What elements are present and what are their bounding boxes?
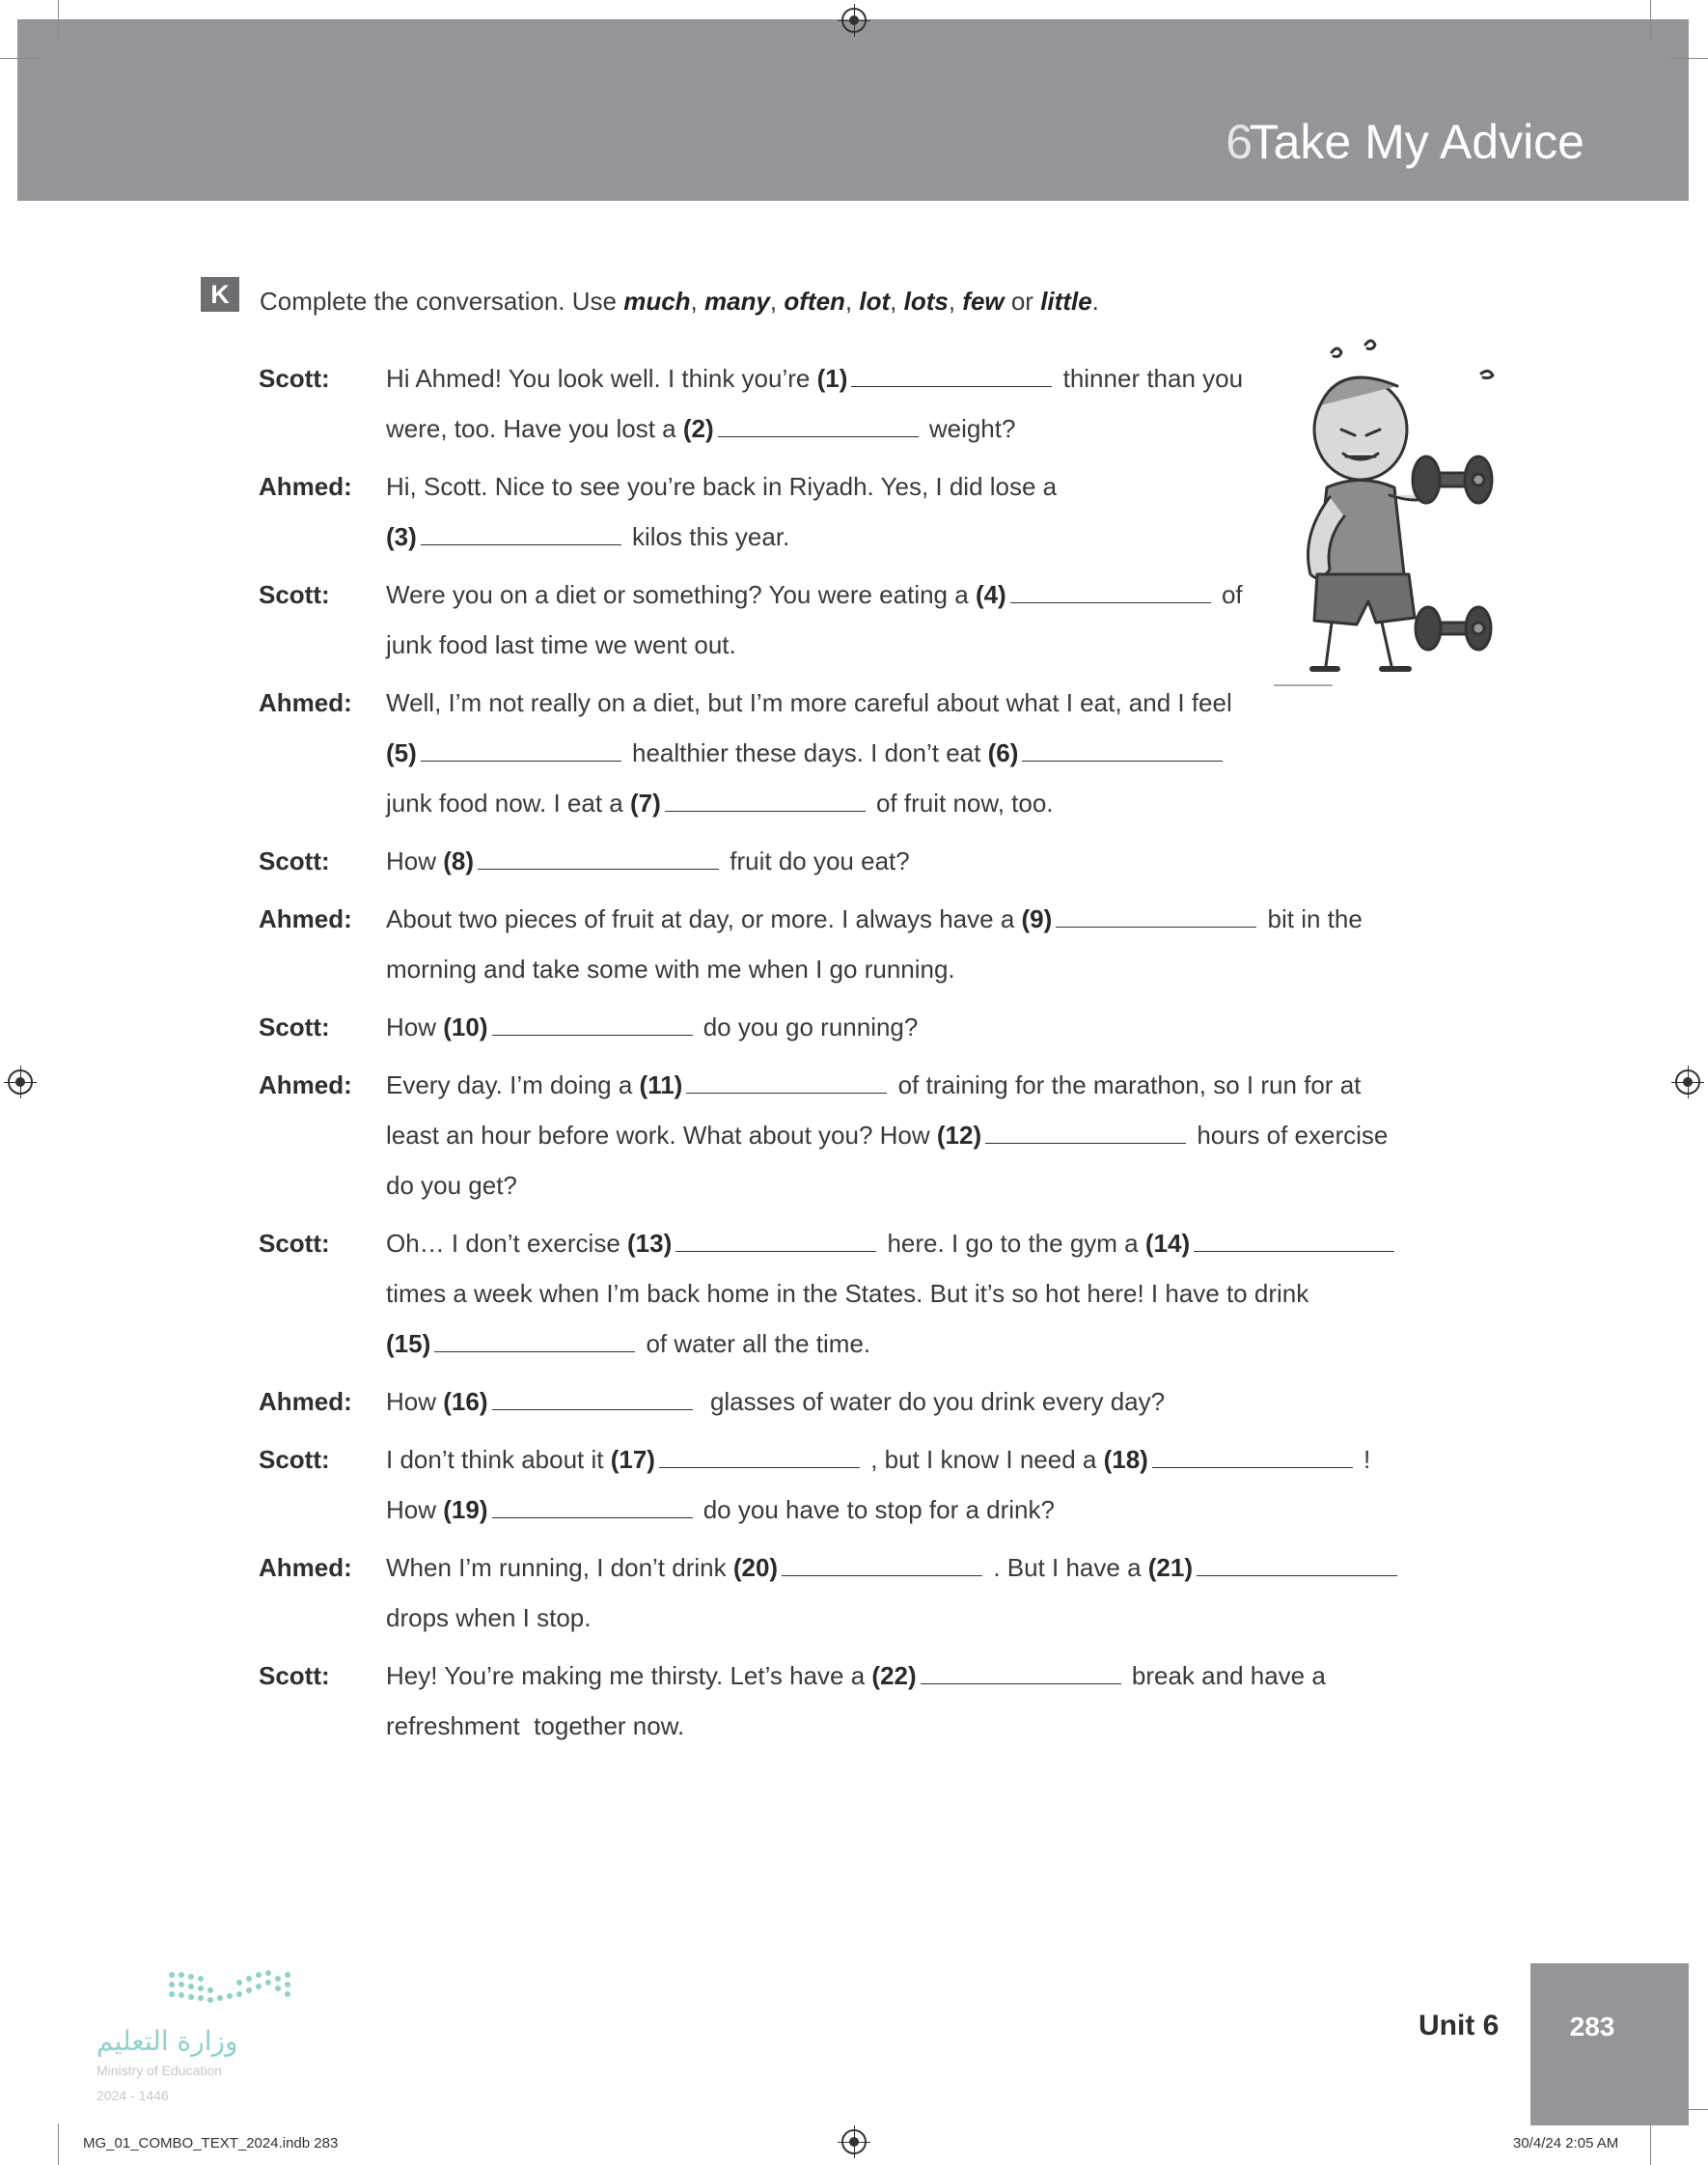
speaker-name: Scott:: [259, 1013, 330, 1041]
speech-line: [386, 1434, 1370, 1485]
speaker-name: Scott:: [259, 580, 330, 609]
speech-fragment: junk food last time we went out.: [386, 630, 736, 659]
speaker-name: Ahmed:: [259, 688, 352, 717]
blank-number: (21): [1147, 1553, 1193, 1582]
answer-blank[interactable]: [851, 365, 1052, 387]
blank-number: (12): [936, 1121, 982, 1150]
registration-mark-icon: [1675, 1069, 1700, 1095]
speech-fragment: kilos this year.: [624, 522, 790, 551]
dialogue-turn: [259, 1376, 1417, 1427]
speech-fragment: When I’m running, I don’t drink: [386, 1553, 733, 1582]
speech-text: [386, 678, 1370, 828]
answer-blank[interactable]: [718, 415, 919, 437]
speaker-name: Scott:: [259, 1445, 330, 1474]
speech-fragment: break and have a: [1124, 1661, 1326, 1690]
speech-line: [386, 728, 1370, 778]
speech-line: [386, 1485, 1370, 1535]
dialogue-turn: [259, 461, 1417, 562]
boy-lifting-dumbbells-illustration: [1274, 333, 1515, 690]
exercise-instruction: Complete the conversation. Use much, many, often, lot, lots, few or little.: [260, 287, 1099, 316]
answer-blank[interactable]: [421, 523, 621, 545]
dialogue-turn: [259, 569, 1417, 670]
dialogue-turn: [259, 353, 1417, 454]
speech-line: [386, 1060, 1370, 1110]
speech-line: [386, 678, 1370, 728]
blank-number: (20): [732, 1553, 779, 1582]
speech-fragment: times a week when I’m back home in the States. But it’s so hot here! I have to drink: [386, 1279, 1309, 1308]
blank-number: (8): [443, 847, 475, 875]
blank-number: (4): [975, 580, 1006, 609]
speech-fragment: drops when I stop.: [386, 1603, 592, 1632]
speech-fragment: How: [386, 847, 444, 875]
speech-line: [386, 1268, 1370, 1318]
speech-text: [386, 461, 1370, 562]
speech-line: [386, 894, 1370, 944]
blank-number: (5): [386, 738, 417, 767]
speech-fragment: !: [1356, 1445, 1371, 1474]
header-band: [17, 19, 1689, 201]
ministry-logo-english: Ministry of Education: [96, 2063, 222, 2078]
print-slug-file: MG_01_COMBO_TEXT_2024.indb 283: [83, 2135, 339, 2151]
speaker-name: Scott:: [259, 1661, 330, 1690]
speech-line: [386, 1218, 1370, 1268]
speech-fragment: junk food now. I eat a: [386, 789, 630, 818]
dialogue-turn: [259, 1434, 1417, 1535]
speech-fragment: least an hour before work. What about you? How: [386, 1121, 937, 1150]
speech-fragment: Well, I’m not really on a diet, but I’m more careful about what I eat, and I feel: [386, 688, 1232, 717]
answer-blank[interactable]: [659, 1446, 860, 1468]
dialogue-turn: [259, 894, 1417, 994]
speech-line: [386, 461, 1370, 512]
blank-number: (16): [443, 1387, 488, 1416]
answer-blank[interactable]: [1010, 581, 1211, 603]
unit-number: 6: [1226, 115, 1253, 169]
speech-fragment: Were you on a diet or something? You were eating a: [386, 580, 976, 609]
answer-blank[interactable]: [686, 1071, 887, 1094]
dialogue-turn: [259, 1060, 1417, 1210]
speech-text: [386, 1542, 1370, 1643]
answer-blank[interactable]: [1152, 1446, 1353, 1468]
speech-line: [386, 836, 1370, 886]
answer-blank[interactable]: [985, 1122, 1186, 1144]
answer-blank[interactable]: [665, 790, 866, 812]
speech-fragment: do you go running?: [696, 1013, 919, 1041]
speaker-name: Ahmed:: [259, 1553, 352, 1582]
crop-mark: [0, 58, 39, 59]
speech-fragment: . But I have a: [986, 1553, 1148, 1582]
speech-fragment: of fruit now, too.: [868, 789, 1054, 818]
speech-fragment: of training for the marathon, so I run for at: [891, 1070, 1362, 1099]
dialogue-turn: [259, 836, 1417, 886]
speech-line: [386, 620, 1370, 670]
speech-text: [386, 1218, 1370, 1369]
speech-line: [386, 944, 1370, 994]
speech-line: [386, 1002, 1370, 1052]
blank-number: (17): [610, 1445, 655, 1474]
speaker-name: Scott:: [259, 364, 330, 393]
speech-text: [386, 353, 1370, 454]
blank-number: (9): [1021, 904, 1053, 933]
speech-line: [386, 1318, 1370, 1369]
speech-text: [386, 1002, 1370, 1052]
answer-blank[interactable]: [782, 1554, 982, 1576]
speech-fragment: How: [386, 1387, 444, 1416]
registration-mark-icon: [841, 8, 867, 33]
crop-mark: [58, 0, 59, 39]
ministry-logo-year: 2024 - 1446: [96, 2088, 169, 2103]
speech-line: [386, 1160, 1370, 1210]
speech-fragment: here. I go to the gym a: [880, 1229, 1145, 1258]
speech-text: [386, 1376, 1370, 1427]
speech-line: [386, 512, 1370, 562]
answer-blank[interactable]: [492, 1013, 693, 1036]
speech-text: [386, 1651, 1370, 1751]
blank-number: (14): [1144, 1229, 1191, 1258]
speech-line: [386, 1651, 1370, 1701]
crop-mark: [1669, 58, 1708, 59]
speech-text: [386, 1434, 1370, 1535]
dialogue-turn: [259, 1002, 1417, 1052]
answer-blank[interactable]: [478, 847, 719, 870]
speech-fragment: healthier these days. I don’t eat: [624, 738, 988, 767]
speaker-name: Ahmed:: [259, 472, 352, 501]
unit-title: Take My Advice: [1249, 115, 1584, 169]
answer-blank[interactable]: [1197, 1554, 1397, 1576]
speaker-name: Scott:: [259, 847, 330, 875]
speech-fragment: Hi, Scott. Nice to see you’re back in Riyadh. Yes, I did lose a: [386, 472, 1058, 501]
speech-line: [386, 778, 1370, 828]
speech-fragment: About two pieces of fruit at day, or more. I always have a: [386, 904, 1022, 933]
speech-text: [386, 1060, 1389, 1210]
dialogue-turn: [259, 1218, 1417, 1369]
speaker-name: Ahmed:: [259, 904, 352, 933]
speech-fragment: morning and take some with me when I go running.: [386, 955, 955, 984]
speech-line: [386, 1701, 1370, 1751]
blank-number: (3): [386, 522, 417, 551]
speech-fragment: hours of exercise: [1190, 1121, 1389, 1150]
answer-blank[interactable]: [675, 1230, 876, 1252]
speech-fragment: do you have to stop for a drink?: [696, 1495, 1055, 1524]
blank-number: (22): [871, 1661, 917, 1690]
dialogue-turn: [259, 1542, 1417, 1643]
crop-mark: [58, 2123, 59, 2165]
dialogue-turn: [259, 1651, 1417, 1751]
speech-fragment: thinner than you: [1056, 364, 1244, 393]
crop-mark: [1650, 0, 1651, 39]
blank-number: (1): [816, 364, 848, 393]
speech-line: [386, 1542, 1370, 1593]
speech-text: [386, 836, 1370, 886]
speech-fragment: glasses of water do you drink every day?: [696, 1387, 1166, 1416]
speech-fragment: I don’t think about it: [386, 1445, 611, 1474]
speech-fragment: of water all the time.: [639, 1329, 871, 1358]
speech-fragment: do you get?: [386, 1171, 517, 1200]
page-number: 283: [1530, 1963, 1689, 2125]
answer-blank[interactable]: [434, 1330, 635, 1352]
registration-mark-icon: [841, 2129, 867, 2154]
speech-fragment: were, too. Have you lost a: [386, 414, 683, 443]
answer-blank[interactable]: [492, 1388, 693, 1410]
speech-text: [386, 569, 1370, 670]
footer-unit-label: Unit 6: [1419, 2010, 1500, 2041]
speech-fragment: of: [1214, 580, 1243, 609]
blank-number: (6): [987, 738, 1019, 767]
speaker-name: Ahmed:: [259, 1387, 352, 1416]
speech-line: [386, 353, 1370, 403]
speech-line: [386, 1593, 1370, 1643]
crop-mark: [1650, 2123, 1651, 2165]
speech-text: [386, 894, 1370, 994]
blank-number: (2): [682, 414, 714, 443]
answer-blank[interactable]: [1056, 905, 1256, 928]
blank-number: (15): [386, 1329, 431, 1358]
blank-number: (10): [443, 1013, 488, 1041]
speech-fragment: How: [386, 1495, 444, 1524]
registration-mark-icon: [8, 1069, 33, 1095]
blank-number: (13): [627, 1229, 673, 1258]
dialogue-turn: [259, 678, 1417, 828]
speech-line: [386, 403, 1370, 454]
speech-fragment: fruit do you eat?: [723, 847, 910, 875]
speech-line: [386, 569, 1370, 620]
speech-fragment: Every day. I’m doing a: [386, 1070, 640, 1099]
speech-fragment: How: [386, 1013, 444, 1041]
blank-number: (18): [1103, 1445, 1148, 1474]
ministry-logo-arabic: وزارة التعليم: [96, 2025, 238, 2057]
answer-blank[interactable]: [921, 1662, 1121, 1684]
answer-blank[interactable]: [421, 739, 621, 762]
speech-fragment: Hey! You’re making me thirsty. Let’s have a: [386, 1661, 872, 1690]
speech-fragment: bit in the: [1260, 904, 1363, 933]
exercise-letter-badge: K: [201, 277, 239, 312]
speech-line: [386, 1376, 1370, 1427]
speech-line: [386, 1110, 1389, 1160]
conversation: [259, 353, 1417, 1759]
print-slug-date: 30/4/24 2:05 AM: [1513, 2135, 1619, 2151]
speaker-name: Ahmed:: [259, 1070, 352, 1099]
speech-fragment: Oh… I don’t exercise: [386, 1229, 627, 1258]
blank-number: (19): [443, 1495, 488, 1524]
blank-number: (11): [639, 1070, 683, 1099]
answer-blank[interactable]: [1022, 739, 1223, 762]
speaker-name: Scott:: [259, 1229, 330, 1258]
speech-fragment: refreshment together now.: [386, 1711, 685, 1740]
blank-number: (7): [629, 789, 661, 818]
answer-blank[interactable]: [492, 1496, 693, 1518]
speech-fragment: Hi Ahmed! You look well. I think you’re: [386, 364, 817, 393]
speech-fragment: weight?: [922, 414, 1016, 443]
answer-blank[interactable]: [1194, 1230, 1394, 1252]
speech-fragment: , but I know I need a: [863, 1445, 1104, 1474]
